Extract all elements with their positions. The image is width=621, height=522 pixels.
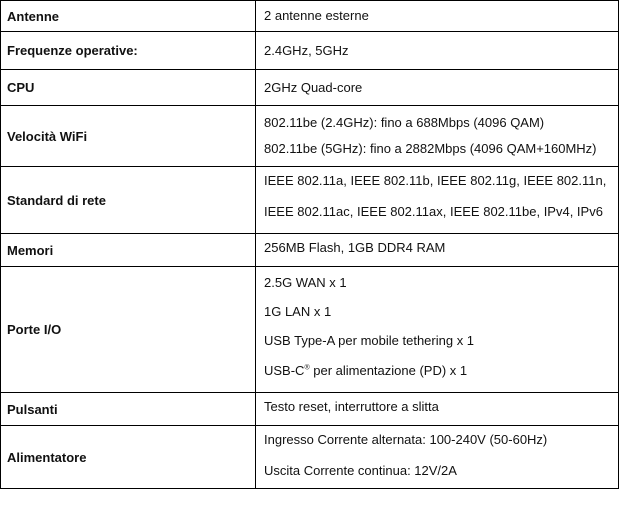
row-label: Standard di rete (1, 167, 256, 234)
row-value (256, 234, 619, 267)
table-row-standard-di-rete (1, 167, 619, 234)
value-line: Uscita Corrente continua: 12V/2A (264, 463, 457, 478)
value-line: 2.4GHz, 5GHz (264, 43, 349, 58)
table-row-antenne (1, 1, 619, 32)
row-label: Velocità WiFi (1, 106, 256, 167)
row-value (256, 267, 619, 393)
table-row-velocita-wifi (1, 106, 619, 167)
row-value (256, 426, 619, 489)
table-row-alimentatore (1, 426, 619, 489)
value-line: 2.5G WAN x 1 (264, 275, 347, 290)
row-label: Alimentatore (1, 426, 256, 489)
row-value (256, 1, 619, 32)
value-line (264, 357, 618, 391)
row-label: Antenne (1, 1, 256, 32)
row-label: Frequenze operative: (1, 32, 256, 70)
value-text: per alimentazione (PD) x 1 (309, 363, 468, 378)
value-line: 802.11be (5GHz): fino a 2882Mbps (4096 QAM+160MHz) (264, 141, 597, 156)
value-line: 256MB Flash, 1GB DDR4 RAM (264, 240, 446, 255)
table-row-memori (1, 234, 619, 267)
table-row-frequenze (1, 32, 619, 70)
value-line: 1G LAN x 1 (264, 304, 332, 319)
table-row-porte-io (1, 267, 619, 393)
row-value (256, 393, 619, 426)
value-line: IEEE 802.11ac, IEEE 802.11ax, IEEE 802.11be, IPv4, IPv6 (264, 204, 603, 219)
row-value (256, 167, 619, 234)
value-text: USB-C (264, 363, 305, 378)
row-label: Memori (1, 234, 256, 267)
value-line: Ingresso Corrente alternata: 100-240V (50-60Hz) (264, 432, 548, 447)
value-line: Testo reset, interruttore a slitta (264, 399, 439, 414)
registered-mark: ® (304, 364, 310, 372)
value-line: 802.11be (2.4GHz): fino a 688Mbps (4096 QAM) (264, 115, 545, 130)
value-line: 2 antenne esterne (264, 8, 369, 23)
value-line: IEEE 802.11a, IEEE 802.11b, IEEE 802.11g, IEEE 802.11n, (264, 173, 607, 188)
table-row-cpu (1, 70, 619, 106)
row-value (256, 32, 619, 70)
row-label: Pulsanti (1, 393, 256, 426)
table-row-pulsanti (1, 393, 619, 426)
row-value (256, 106, 619, 167)
row-label: CPU (1, 70, 256, 106)
row-value (256, 70, 619, 106)
row-label: Porte I/O (1, 267, 256, 393)
value-line: USB Type-A per mobile tethering x 1 (264, 333, 475, 348)
value-line: 2GHz Quad-core (264, 80, 363, 95)
